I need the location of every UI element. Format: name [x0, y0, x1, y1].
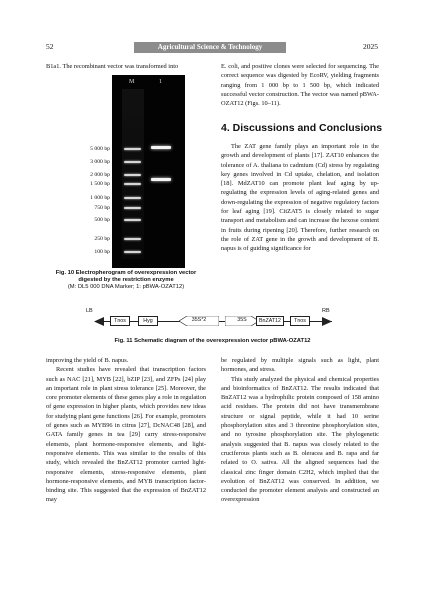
marker-band: [124, 174, 141, 176]
promoter-35s-2: 35S*2: [179, 316, 219, 326]
ladder-label: 750 bp: [94, 205, 110, 211]
lane-label-1: 1: [159, 79, 162, 85]
marker-band: [124, 238, 141, 240]
bottom-left-column: [46, 356, 206, 505]
top-left-paragraph: B1a1. The recombinant vector was transformed into: [46, 63, 179, 70]
right-border-label: RB: [322, 308, 330, 314]
ladder-label: 250 bp: [94, 236, 110, 242]
ladder-label: 5 000 bp: [90, 146, 110, 152]
marker-band: [124, 161, 141, 163]
promoter-35s: 35S: [225, 316, 259, 326]
journal-year: 2025: [363, 42, 378, 51]
ladder-label: 2 000 bp: [90, 172, 110, 178]
marker-band: [124, 197, 141, 199]
ladder-label: 100 bp: [94, 249, 110, 255]
page-header: [46, 42, 378, 54]
sample-band-vector: [151, 146, 171, 149]
gel-image: [112, 75, 185, 268]
section-first-paragraph: The ZAT gene family plays an important role in the growth and development of plants [17]. ZAT10 enhances the tolerance of A. thaliana to cadmium (Cd) stress by regulating key genes involved in Cd uptake, chelation, and isolation [18]. MdZAT10 can promote plant leaf aging by up-regulating the expression levels of aging-related genes and down-regulating the expression of negative regulatory factors for leaf aging [19]. CitZAT5 is closely related to sugar transport and metabolism and can increase the hexose content in fruits during ripening [20]. Therefore, further research on the role of ZAT gene in the growth and development of B. napus is of guiding significance for: [221, 143, 379, 253]
ladder-label: 3 000 bp: [90, 159, 110, 165]
gene-box-bnzat12: BnZAT12: [256, 316, 284, 326]
fig11-caption: Fig. 11 Schematic diagram of the overexpression vector pBWA-OZAT12: [114, 338, 311, 344]
gene-box-tnos-2: Tnos: [290, 316, 310, 326]
marker-band: [124, 219, 141, 221]
left-border-arrow-icon: [94, 317, 104, 326]
paragraph: be regulated by multiple signals such as light, plant hormones, and stress.: [221, 357, 379, 374]
ladder-label: 1 000 bp: [90, 195, 110, 201]
gene-box-hyg: Hyg: [138, 316, 158, 326]
marker-band: [124, 183, 141, 185]
marker-band: [124, 251, 141, 253]
right-border-arrow-icon: [322, 317, 332, 326]
section-heading: 4. Discussions and Conclusions: [221, 122, 383, 134]
page-number: 52: [46, 42, 54, 51]
paragraph: improving the yield of B. napus.: [46, 357, 129, 364]
paragraph: Recent studies have revealed that transcription factors such as NAC [21], MYB [22], bZIP [23], and ZFPs [24] play an important role in plant stress tolerance [25]. Moreover, the core promoter elements of these genes play a role in regulation of gene expression in higher plants, which provides new ideas for studying plant gene functions [26]. For example, promoters of genes such as MYB96 in citrus [27], DcNAC48 [28], and GATA family genes in tea [29] carry stress-responsive elements, plant hormone-responsive elements, and light-responsive elements. This was similar to the results of this study, which revealed the BnZAT12 promoter carried light-responsive elements, stress-responsive elements, plant hormone-responsive elements, and MYB transcription factor-binding site. This suggested that the expression of BnZAT12 may: [46, 366, 206, 504]
ladder-label: 500 bp: [94, 217, 110, 223]
paragraph: This study analyzed the physical and chemical properties and bioinformatics of BnZAT12. The results indicated that BnZAT12 was a hydrophilic protein composed of 158 amino acid residues. The protein did not have transmembrane structure or signal peptide, while it had 10 serine phosphorylation sites and 3 threonine phosphorylation sites, and no tyrosine phosphorylation site. The phylogenetic analysis suggested that B. napus was closely related to the cruciferous plants such as B. oleracea and B. rapa and far related to O. sativa. All the aligned sequences had the classical zinc finger domain C2H2, which implied that the evolution of BnZAT12 was conserved. In addition, we conducted the promoter element analysis and constructed an overexpression: [221, 375, 379, 504]
fig10-caption: [46, 270, 206, 291]
sample-band-insert: [151, 178, 171, 181]
journal-title: Agricultural Science & Technology: [134, 42, 286, 53]
marker-band: [124, 148, 141, 150]
left-border-label: LB: [86, 308, 93, 314]
marker-band: [124, 207, 141, 209]
gene-box-tnos: Tnos: [110, 316, 130, 326]
vector-schematic: [86, 308, 340, 334]
fig10-caption-title: Fig. 10 Electropherogram of overexpression vector digested by the restriction enzyme: [55, 270, 197, 283]
top-right-paragraph: E. coli, and positive clones were selected for sequencing. The correct sequence was digested by EcoRV, yielding fragments ranging from 1 000 bp to 1 500 bp, which indicated successful vector construction. The vector was named pBWA-OZAT12 (Figs. 10–11).: [221, 63, 379, 108]
bottom-right-column: [221, 356, 379, 505]
lane-label-m: M: [129, 79, 135, 85]
fig10-caption-note: (M: DL5 000 DNA Marker; 1: pBWA-OZAT12): [67, 284, 185, 290]
ladder-label: 1 500 bp: [90, 181, 110, 187]
